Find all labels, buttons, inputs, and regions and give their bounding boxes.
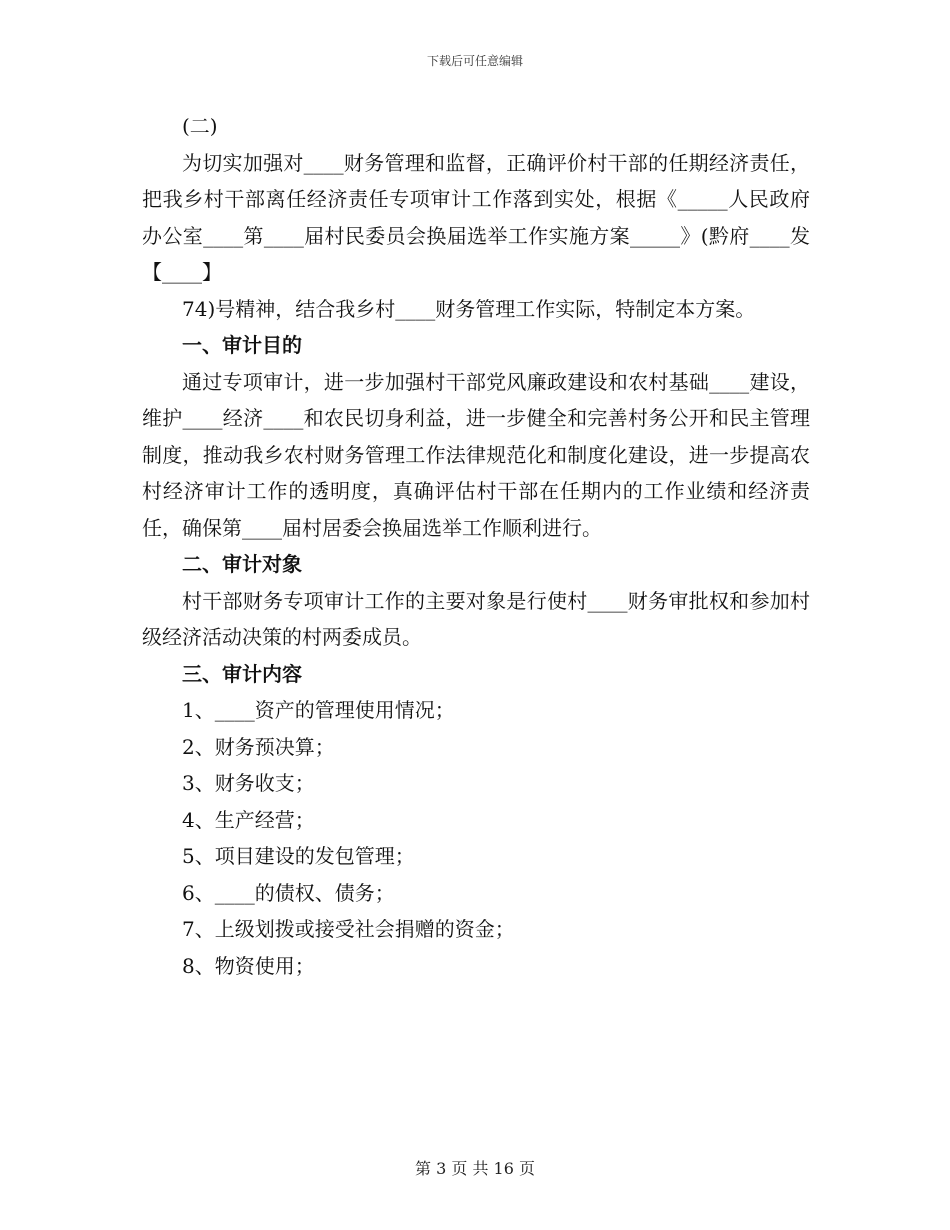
list-item: 3、财务收支； bbox=[182, 771, 315, 795]
section-title-audit-target: 二、审计对象 bbox=[182, 552, 302, 576]
section-body-audit-purpose: 通过专项审计，进一步加强村干部党风廉政建设和农村基础____建设，维护____经济____和农民切身利益，进一步健全和完善村务公开和民主管理制度，推动我乡农村财务管理工作法律规范化和制度化建设，进一步提高农村经济审计工作的透明度，真确评估村干部在任期内的工作业绩和经济责任，确保第____届村居委会换届选举工作顺利进行。 bbox=[142, 369, 810, 540]
section-title-audit-content: 三、审计内容 bbox=[182, 661, 302, 686]
intro-paragraph: 为切实加强对____财务管理和监督，正确评价村干部的任期经济责任，把我乡村干部离任经济责任专项审计工作落到实处，根据《_____人民政府办公室____第____届村民委员会换届选举工作实施方案_____》(黔府____发【____】 bbox=[142, 150, 810, 284]
page-number: 第 3 页 共 16 页 bbox=[415, 1159, 535, 1178]
list-item: 2、财务预决算； bbox=[182, 734, 335, 759]
list-item: 5、项目建设的发包管理； bbox=[182, 844, 415, 868]
list-item: 6、____的债权、债务； bbox=[182, 880, 395, 905]
section-title-audit-purpose: 一、审计目的 bbox=[182, 333, 302, 357]
intro-paragraph-continued: 74)号精神，结合我乡村____财务管理工作实际，特制定本方案。 bbox=[182, 296, 756, 321]
list-item: 1、____资产的管理使用情况； bbox=[182, 698, 455, 722]
list-item: 7、上级划拨或接受社会捐赠的资金； bbox=[182, 917, 515, 941]
section-number: (二) bbox=[182, 114, 218, 138]
list-item: 4、生产经营； bbox=[182, 807, 315, 832]
header-note: 下载后可任意编辑 bbox=[426, 54, 523, 68]
list-item: 8、物资使用； bbox=[182, 953, 315, 978]
document-body bbox=[142, 108, 810, 984]
section-body-audit-target: 村干部财务专项审计工作的主要对象是行使村____财务审批权和参加村级经济活动决策的村两委成员。 bbox=[142, 588, 810, 649]
